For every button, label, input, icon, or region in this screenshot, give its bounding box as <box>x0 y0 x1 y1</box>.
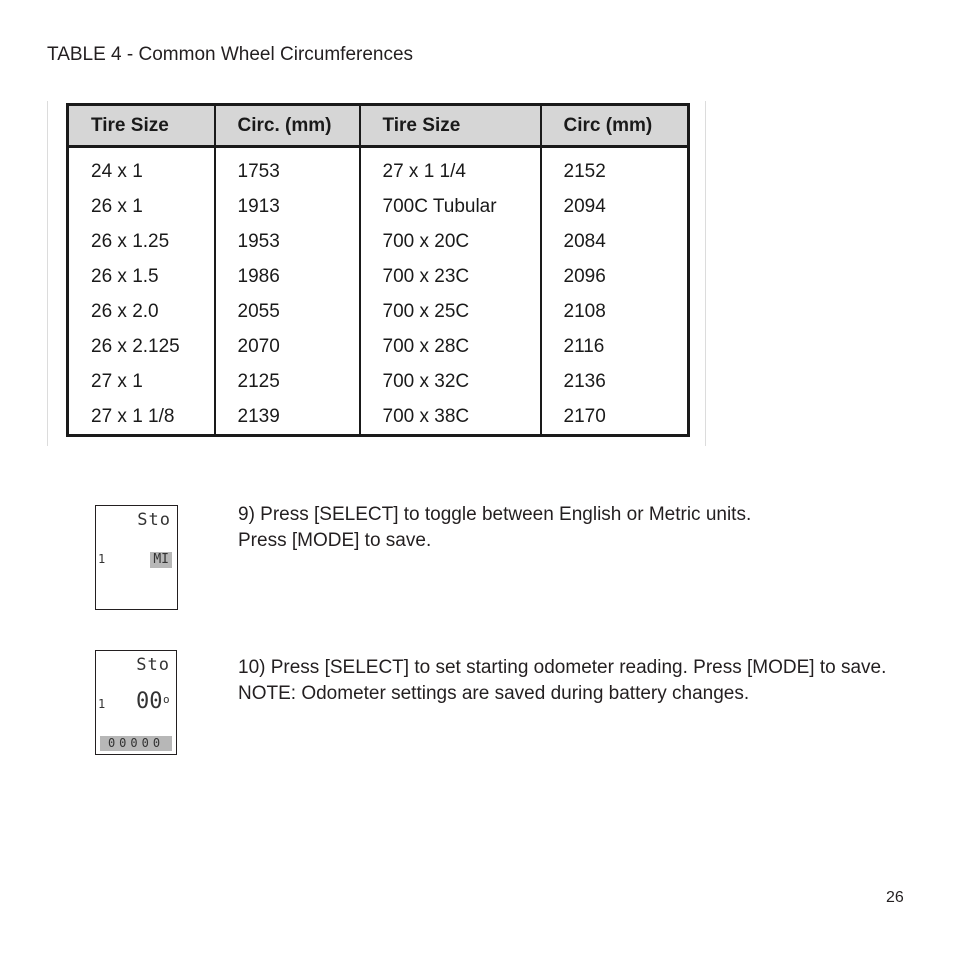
lcd-main-digits: 00 <box>136 689 163 714</box>
table-row <box>68 259 689 294</box>
table-cell: 2136 <box>563 370 606 392</box>
table-row <box>68 364 689 399</box>
table-cell: 27 x 1 1/4 <box>360 147 541 190</box>
step-10-instructions <box>238 655 898 707</box>
table-row <box>68 294 689 329</box>
table-cell: 26 x 1.25 <box>68 224 215 259</box>
lcd-side-digit: 1 <box>98 697 106 711</box>
table-row <box>68 399 689 436</box>
table-cell: 700 x 32C <box>360 364 541 399</box>
lcd-unit-indicator: MI <box>150 552 172 568</box>
table-caption: TABLE 4 - Common Wheel Circumferences <box>47 44 414 65</box>
lcd-side-digit: 1 <box>98 552 106 566</box>
table-cell: 700 x 38C <box>360 399 541 436</box>
page-number: 26 <box>886 889 904 906</box>
step-9-line-1: 9) Press [SELECT] to toggle between English or Metric units. <box>238 504 752 525</box>
table-cell: 2108 <box>563 300 606 322</box>
step-9-instructions <box>238 502 878 554</box>
table-cell: 2070 <box>215 329 360 364</box>
header-circ-mm: Circ. (mm) <box>215 105 360 147</box>
lcd-degree-mark: o <box>163 693 170 706</box>
lcd-mode-label: Sto <box>137 510 171 530</box>
table-cell: 1753 <box>215 147 360 190</box>
table-cell: 2139 <box>215 399 360 436</box>
table-cell: 24 x 1 <box>68 147 215 190</box>
table-cell: 700 x 23C <box>360 259 541 294</box>
table-cell: 700 x 28C <box>360 329 541 364</box>
table-cell: 26 x 1.5 <box>68 259 215 294</box>
header-circ-mm-2: Circ (mm) <box>541 105 689 147</box>
header-tire-size-2: Tire Size <box>360 105 541 147</box>
table-row <box>68 329 689 364</box>
table-cell: 27 x 1 <box>68 364 215 399</box>
lcd-display-units <box>95 505 178 610</box>
table-cell: 26 x 1 <box>68 189 215 224</box>
table-cell: 700 x 20C <box>360 224 541 259</box>
table-row <box>68 189 689 224</box>
header-tire-size: Tire Size <box>68 105 215 147</box>
table-cell: 2094 <box>563 195 606 217</box>
step-10-text: 10) Press [SELECT] to set starting odometer reading. Press [MODE] to save. NOTE: Odometer settings are saved during battery changes. <box>238 657 887 704</box>
table-cell: 26 x 2.125 <box>68 329 215 364</box>
table-cell: 2096 <box>563 265 606 287</box>
table-cell: 2055 <box>215 294 360 329</box>
table-cell: 26 x 2.0 <box>68 294 215 329</box>
table-cell: 2170 <box>563 405 606 427</box>
table-cell: 1986 <box>215 259 360 294</box>
table-cell: 2116 <box>563 335 605 357</box>
table-row <box>68 224 689 259</box>
table-cell: 2084 <box>563 230 606 252</box>
table-cell: 2152 <box>563 160 606 182</box>
table-header-row <box>68 105 689 147</box>
lcd-display-odometer <box>95 650 177 755</box>
lcd-mode-label: Sto <box>136 655 170 675</box>
table-cell: 1953 <box>215 224 360 259</box>
table-cell: 700 x 25C <box>360 294 541 329</box>
step-9-line-2: Press [MODE] to save. <box>238 530 432 551</box>
wheel-circumference-table <box>66 103 690 437</box>
lcd-odometer-digits: 00000 <box>100 736 172 751</box>
table-cell: 700C Tubular <box>360 189 541 224</box>
table-cell: 27 x 1 1/8 <box>68 399 215 436</box>
table-cell: 1913 <box>215 189 360 224</box>
table-row <box>68 147 689 190</box>
table-cell: 2125 <box>215 364 360 399</box>
